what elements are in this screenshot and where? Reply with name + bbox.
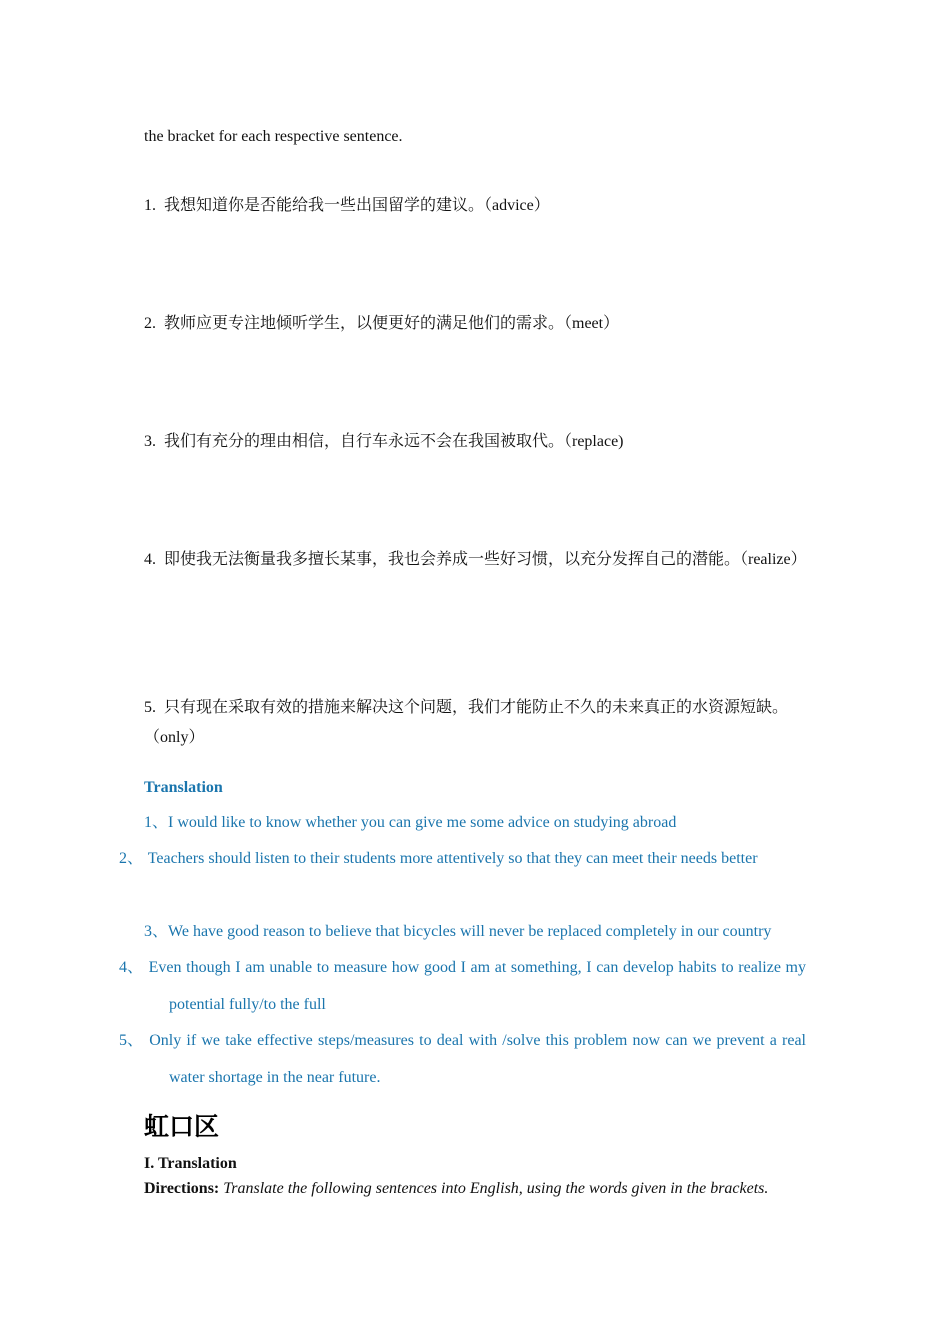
question-text: 只有现在采取有效的措施来解决这个问题，我们才能防止不久的未来真正的水资源短缺。（only） xyxy=(144,699,789,746)
answer-3 xyxy=(144,914,806,951)
question-text: 教师应更专注地倾听学生，以便更好的满足他们的需求。（meet） xyxy=(164,315,620,332)
answer-4 xyxy=(119,950,807,1023)
directions-text: Translate the following sentences into English, using the words given in the brackets. xyxy=(223,1180,769,1197)
answer-text: I would like to know whether you can give me some advice on studying abroad xyxy=(168,814,677,831)
question-text: 我想知道你是否能给我一些出国留学的建议。（advice） xyxy=(164,197,550,214)
question-number: 3. xyxy=(144,433,156,450)
answer-text: Even though I am unable to measure how good I am at something, I can develop habits to realize my potential fully/to the full xyxy=(148,959,807,1013)
answer-number: 1、 xyxy=(144,814,169,831)
directions xyxy=(144,1179,768,1199)
answer-number: 3、 xyxy=(144,923,169,940)
intro-tail: the bracket for each respective sentence. xyxy=(144,128,403,145)
answer-text-block: 2、 Teachers should listen to their students more attentively so that they can meet their needs better xyxy=(119,850,758,867)
answer-5 xyxy=(119,1023,806,1096)
question-text: 我们有充分的理由相信，自行车永远不会在我国被取代。（replace) xyxy=(164,433,624,450)
question-number: 4. xyxy=(144,551,156,568)
section-title: I. Translation xyxy=(144,1155,237,1172)
question-2 xyxy=(144,309,816,339)
answer-text: Teachers should listen to their students more attentively so that they can meet their needs better xyxy=(147,850,758,867)
question-number: 2. xyxy=(144,315,156,332)
answer-text: We have good reason to believe that bicycles will never be replaced completely in our country xyxy=(168,923,772,940)
answer-text-block: 4、 Even though I am unable to measure how good I am at something, I can develop habits to realize my potential fully/to the full xyxy=(119,959,807,1013)
answer-text: Only if we take effective steps/measures to deal with /solve this problem now can we prevent a real water shortage in the near future. xyxy=(149,1032,806,1086)
answer-1 xyxy=(144,805,806,842)
question-number: 1. xyxy=(144,197,156,214)
question-5 xyxy=(144,693,816,753)
question-text: 即使我无法衡量我多擅长某事，我也会养成一些好习惯，以充分发挥自己的潜能。（realize） xyxy=(164,551,807,568)
question-number: 5. xyxy=(144,699,156,716)
district-heading: 虹口区 xyxy=(144,1112,220,1141)
answer-2 xyxy=(119,841,806,878)
answer-text-block: 5、 Only if we take effective steps/measures to deal with /solve this problem now can we prevent a real water shortage in the near future. xyxy=(119,1032,806,1086)
translation-heading: Translation xyxy=(144,779,223,796)
question-4 xyxy=(144,545,816,575)
question-3 xyxy=(144,427,816,457)
directions-label: Directions: xyxy=(144,1180,220,1197)
question-1 xyxy=(144,191,816,221)
